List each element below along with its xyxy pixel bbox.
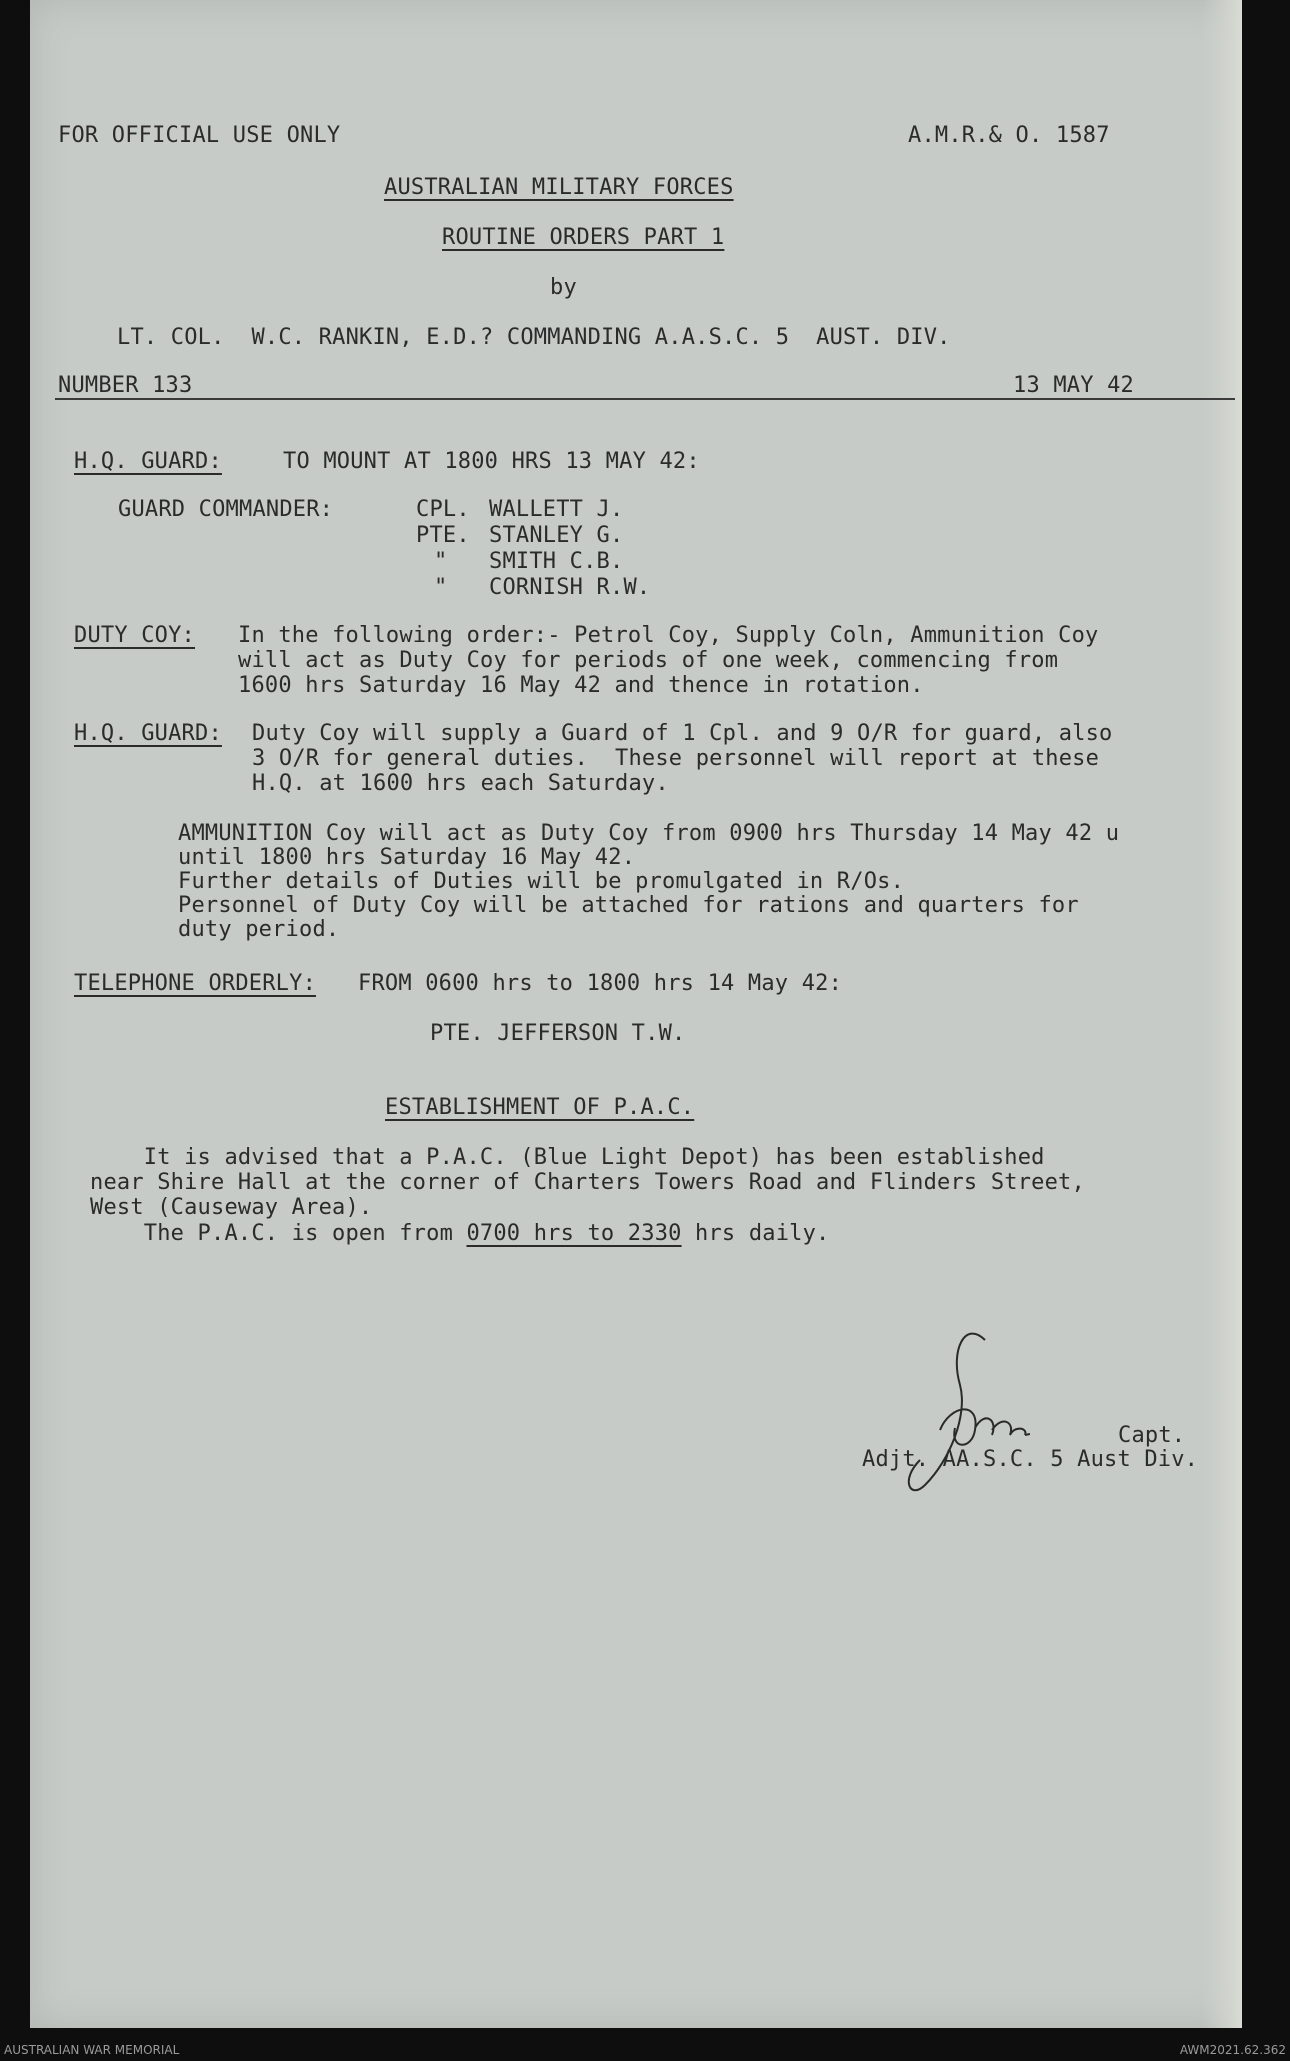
hq-guard-heading: H.Q. GUARD: bbox=[74, 449, 222, 474]
roster-rank: PTE. bbox=[416, 523, 470, 548]
duty-coy-line: In the following order:- Petrol Coy, Supply Coln, Ammunition Coy bbox=[238, 623, 1099, 648]
pac-hours: 0700 hrs to 2330 bbox=[466, 1221, 682, 1246]
ammunition-line: AMMUNITION Coy will act as Duty Coy from 0900 hrs Thursday 14 May 42 u bbox=[178, 821, 1120, 846]
ammunition-line: Further details of Duties will be promulgated in R/Os. bbox=[178, 869, 905, 894]
by-label: by bbox=[550, 275, 577, 300]
footer-left: AUSTRALIAN WAR MEMORIAL bbox=[4, 2043, 180, 2057]
hq-guard-2-heading: H.Q. GUARD: bbox=[74, 721, 222, 746]
duty-coy-heading: DUTY COY: bbox=[74, 623, 196, 648]
pac-line: It is advised that a P.A.C. (Blue Light Depot) has been established bbox=[90, 1145, 1045, 1170]
ammunition-line: Personnel of Duty Coy will be attached for rations and quarters for bbox=[178, 893, 1079, 918]
duty-coy-line: 1600 hrs Saturday 16 May 42 and thence in rotation. bbox=[238, 673, 924, 698]
ammunition-line: duty period. bbox=[178, 917, 340, 942]
document-page bbox=[30, 0, 1242, 2028]
roster-rank: " bbox=[434, 575, 448, 600]
roster-rank: " bbox=[434, 549, 448, 574]
hq-guard-2-line: Duty Coy will supply a Guard of 1 Cpl. and 9 O/R for guard, also bbox=[252, 721, 1113, 746]
duty-coy-line: will act as Duty Coy for periods of one week, commencing from bbox=[238, 648, 1059, 673]
telephone-orderly-name: PTE. JEFFERSON T.W. bbox=[430, 1021, 686, 1046]
hq-guard-2-line: H.Q. at 1600 hrs each Saturday. bbox=[252, 771, 669, 796]
ammunition-line: until 1800 hrs Saturday 16 May 42. bbox=[178, 845, 636, 870]
telephone-text: FROM 0600 hrs to 1800 hrs 14 May 42: bbox=[358, 971, 843, 996]
header-divider bbox=[55, 398, 1235, 400]
signature-title: Adjt. AA.S.C. 5 Aust Div. bbox=[862, 1447, 1199, 1472]
roster-rank: CPL. bbox=[416, 497, 470, 522]
signature-rank: Capt. bbox=[1118, 1423, 1186, 1448]
pac-heading: ESTABLISHMENT OF P.A.C. bbox=[385, 1095, 695, 1120]
classification-label: FOR OFFICIAL USE ONLY bbox=[58, 123, 341, 148]
document-subtitle: ROUTINE ORDERS PART 1 bbox=[442, 225, 725, 250]
order-date: 13 MAY 42 bbox=[1013, 373, 1135, 398]
roster-name: CORNISH R.W. bbox=[489, 575, 651, 600]
document-title: AUSTRALIAN MILITARY FORCES bbox=[384, 175, 734, 200]
pac-line: near Shire Hall at the corner of Charters Towers Road and Flinders Street, bbox=[90, 1170, 1085, 1195]
footer-right: AWM2021.62.362 bbox=[1179, 2043, 1286, 2057]
pac-line: West (Causeway Area). bbox=[90, 1195, 373, 1220]
commander-line: LT. COL. W.C. RANKIN, E.D.? COMMANDING A.A.S.C. 5 AUST. DIV. bbox=[117, 325, 951, 350]
order-reference: A.M.R.& O. 1587 bbox=[908, 123, 1110, 148]
telephone-heading: TELEPHONE ORDERLY: bbox=[74, 971, 317, 996]
pac-hours-prefix: The P.A.C. is open from bbox=[90, 1221, 467, 1246]
pac-hours-line bbox=[90, 1222, 830, 1246]
roster-name: STANLEY G. bbox=[489, 523, 624, 548]
pac-hours-suffix: hrs daily. bbox=[681, 1221, 830, 1246]
roster-name: SMITH C.B. bbox=[489, 549, 624, 574]
guard-commander-label: GUARD COMMANDER: bbox=[118, 497, 334, 522]
hq-guard-2-line: 3 O/R for general duties. These personnel will report at these bbox=[252, 746, 1100, 771]
order-number: NUMBER 133 bbox=[58, 373, 193, 398]
handwritten-signature bbox=[880, 1310, 1030, 1530]
roster-name: WALLETT J. bbox=[489, 497, 624, 522]
hq-guard-text: TO MOUNT AT 1800 HRS 13 MAY 42: bbox=[283, 449, 700, 474]
